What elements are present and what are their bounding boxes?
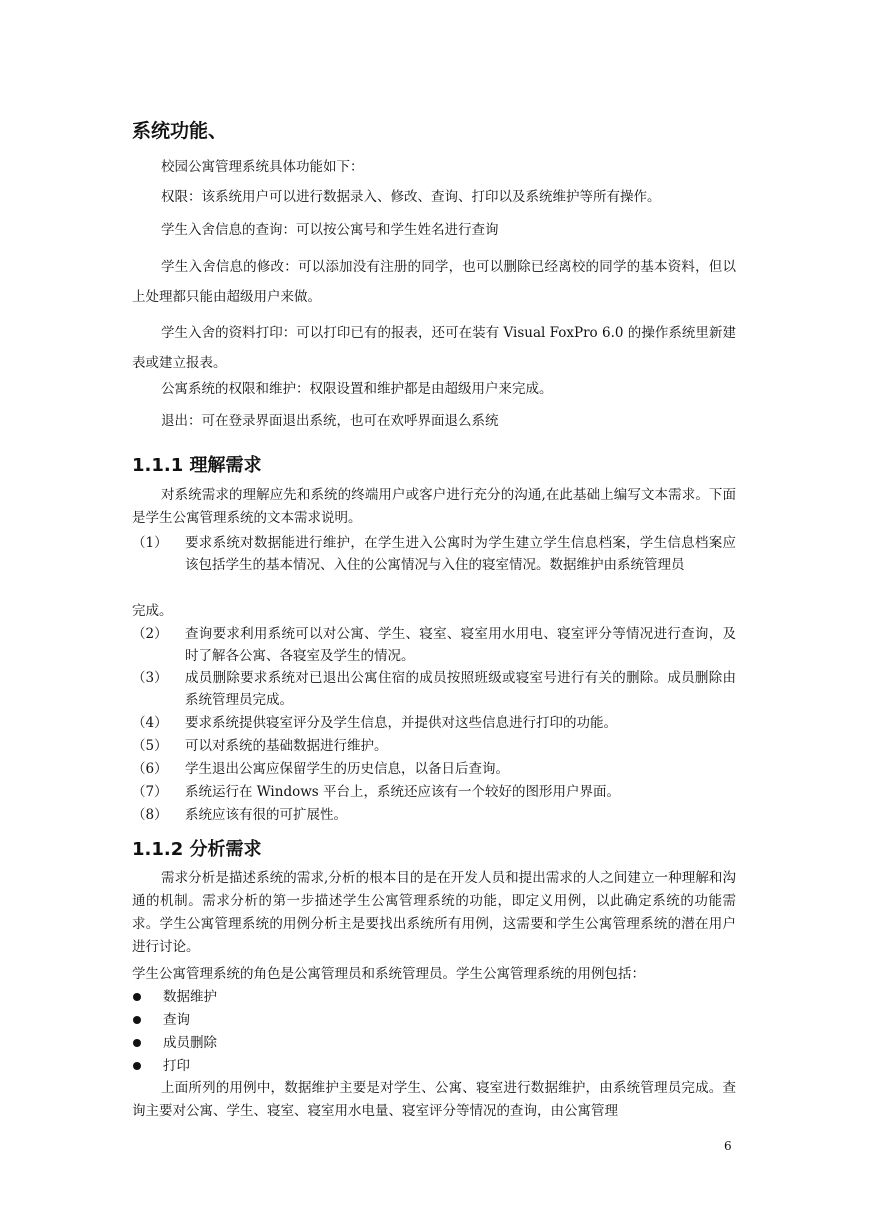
list-item [132, 667, 736, 711]
list-item [132, 781, 736, 803]
intro-line: 学生入舍信息的查询：可以按公寓号和学生姓名进行查询 [161, 222, 499, 238]
bullet-item [132, 1055, 190, 1077]
bullet-item [132, 1032, 217, 1054]
list-number: （6） [132, 761, 168, 777]
list-text: 要求系统提供寝室评分及学生信息，并提供对这些信息进行打印的功能。 [185, 715, 617, 731]
intro-line: 公寓系统的权限和维护：权限设置和维护都是由超级用户来完成。 [161, 381, 553, 397]
list-item [132, 712, 736, 734]
section-paragraph: 对系统需求的理解应先和系统的终端用户或客户进行充分的沟通,在此基础上编写文本需求。下面是学生公寓管理系统的文本需求说明。 [132, 487, 736, 526]
bullet-dot-icon [133, 1062, 141, 1070]
bullet-item [132, 1009, 190, 1031]
page-heading: 系统功能、 [132, 120, 228, 142]
list-text: 系统应该有很的可扩展性。 [185, 807, 347, 823]
intro-line: 权限：该系统用户可以进行数据录入、修改、查询、打印以及系统维护等所有操作。 [161, 189, 661, 205]
list-item [132, 804, 736, 826]
list-number: （8） [132, 807, 168, 823]
list-text: 系统运行在 Windows 平台上，系统还应该有一个较好的图形用户界面。 [185, 784, 620, 800]
intro-paragraph: 学生入舍的资料打印：可以打印已有的报表，还可在装有 Visual FoxPro 6.0 的操作系统里新建表或建立报表。 [132, 325, 736, 371]
list-continuation: 完成。 [132, 603, 173, 619]
page-number: 6 [724, 1139, 732, 1153]
bullet-text: 成员删除 [163, 1035, 217, 1051]
bullet-text: 数据维护 [163, 989, 217, 1005]
list-text: 查询要求利用系统可以对公寓、学生、寝室、寝室用水用电、寝室评分等情况进行查询，及时了解各公寓、各寝室及学生的情况。 [185, 626, 736, 664]
list-number: （4） [132, 715, 168, 731]
bullet-text: 查询 [163, 1012, 190, 1028]
section-paragraph: 上面所列的用例中，数据维护主要是对学生、公寓、寝室进行数据维护，由系统管理员完成。查询主要对公寓、学生、寝室、寝室用水电量、寝室评分等情况的查询，由公寓管理 [132, 1080, 736, 1119]
list-item [132, 735, 736, 757]
section-heading: 1.1.2 分析需求 [132, 839, 262, 860]
list-item [132, 758, 736, 780]
list-text: 可以对系统的基础数据进行维护。 [185, 738, 388, 754]
bullet-dot-icon [133, 993, 141, 1001]
list-text: 成员删除要求系统对已退出公寓住宿的成员按照班级或寝室号进行有关的删除。成员删除由系统管理员完成。 [185, 670, 736, 708]
intro-paragraph: 学生入舍信息的修改：可以添加没有注册的同学，也可以删除已经离校的同学的基本资料，但以上处理都只能由超级用户来做。 [132, 259, 736, 305]
list-item [132, 623, 736, 667]
list-text: 要求系统对数据能进行维护，在学生进入公寓时为学生建立学生信息档案，学生信息档案应该包括学生的基本情况、入住的公寓情况与入住的寝室情况。数据维护由系统管理员 [185, 535, 736, 573]
bullet-text: 打印 [163, 1058, 190, 1074]
list-number: （5） [132, 738, 168, 754]
list-number: （1） [132, 535, 168, 551]
list-number: （7） [132, 784, 168, 800]
intro-line: 退出：可在登录界面退出系统，也可在欢呼界面退么系统 [161, 413, 499, 429]
list-number: （2） [132, 626, 168, 642]
section-paragraph: 需求分析是描述系统的需求,分析的根本目的是在开发人员和提出需求的人之间建立一种理解和沟通的机制。需求分析的第一步描述学生公寓管理系统的功能，即定义用例，以此确定系统的功能需求。学生公寓管理系统的用例分析主是要找出系统所有用例，这需要和学生公寓管理系统的潜在用户进行讨论。 [132, 870, 736, 955]
intro-line: 校园公寓管理系统具体功能如下： [161, 159, 364, 175]
list-number: （3） [132, 670, 168, 686]
bullet-dot-icon [133, 1039, 141, 1047]
roles-line: 学生公寓管理系统的角色是公寓管理员和系统管理员。学生公寓管理系统的用例包括： [132, 966, 645, 982]
section-heading: 1.1.1 理解需求 [132, 455, 262, 476]
list-item [132, 532, 736, 576]
bullet-item [132, 986, 217, 1008]
bullet-dot-icon [133, 1016, 141, 1024]
list-text: 学生退出公寓应保留学生的历史信息，以备日后查询。 [185, 761, 509, 777]
